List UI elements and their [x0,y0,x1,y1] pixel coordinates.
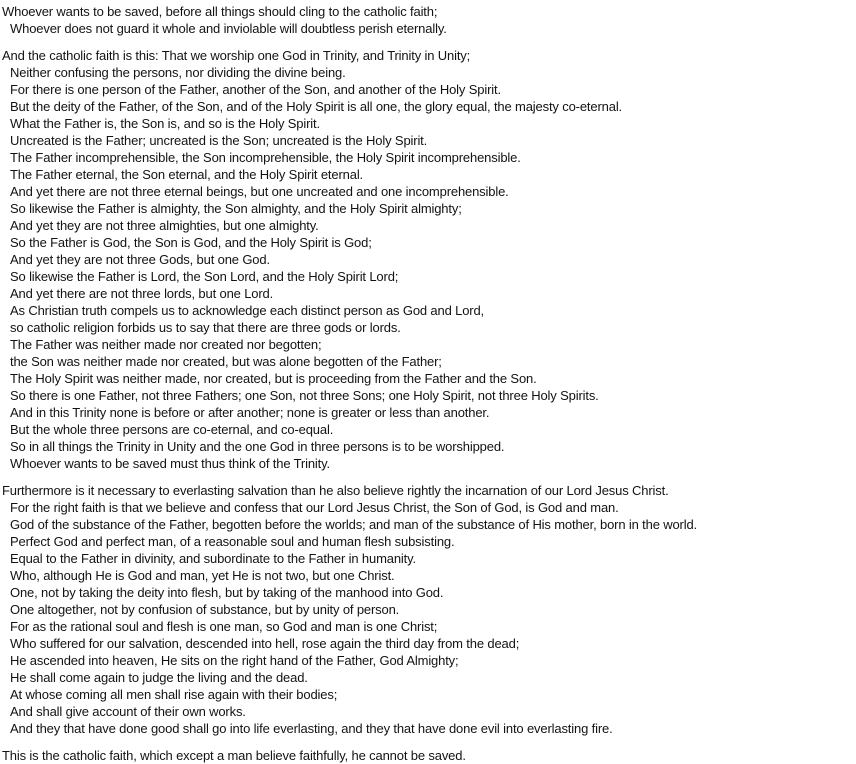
text-line: so catholic religion forbids us to say that there are three gods or lords. [10,320,401,335]
text-line: For the right faith is that we believe and confess that our Lord Jesus Christ, the Son of God, is God and man. [10,500,619,515]
text-line: But the deity of the Father, of the Son, and of the Holy Spirit is all one, the glory equal, the majesty co-eternal. [10,99,623,114]
text-line: Who, although He is God and man, yet He is not two, but one Christ. [10,568,395,583]
text-line: Whoever wants to be saved, before all things should cling to the catholic faith; [2,4,438,19]
text-line: the Son was neither made nor created, but was alone begotten of the Father; [10,354,442,369]
text-line: He ascended into heaven, He sits on the right hand of the Father, God Almighty; [10,653,459,668]
paragraph [2,47,856,472]
text-line: At whose coming all men shall rise again with their bodies; [10,687,338,702]
text-line: And yet they are not three Gods, but one God. [10,252,270,267]
text-line: For as the rational soul and flesh is one man, so God and man is one Christ; [10,619,438,634]
text-line: So likewise the Father is Lord, the Son Lord, and the Holy Spirit Lord; [10,269,399,284]
text-line: But the whole three persons are co-eternal, and co-equal. [10,422,334,437]
text-line: This is the catholic faith, which except a man believe faithfully, he cannot be saved. [2,748,466,763]
text-line: Neither confusing the persons, nor dividing the divine being. [10,65,346,80]
text-line: And the catholic faith is this: That we worship one God in Trinity, and Trinity in Unity; [2,48,471,63]
text-line: The Father incomprehensible, the Son incomprehensible, the Holy Spirit incomprehensible. [10,150,521,165]
paragraph [2,747,856,764]
text-line: Uncreated is the Father; uncreated is the Son; uncreated is the Holy Spirit. [10,133,428,148]
text-line: The Holy Spirit was neither made, nor created, but is proceeding from the Father and the Son. [10,371,537,386]
text-line: One, not by taking the deity into flesh, but by taking of the manhood into God. [10,585,444,600]
text-line: And in this Trinity none is before or after another; none is greater or less than another. [10,405,490,420]
text-line: Whoever wants to be saved must thus think of the Trinity. [10,456,330,471]
text-line: God of the substance of the Father, begotten before the worlds; and man of the substance of His mother, born in the world. [10,517,698,532]
text-line: One altogether, not by confusion of substance, but by unity of person. [10,602,400,617]
text-line: For there is one person of the Father, another of the Son, and another of the Holy Spirit. [10,82,501,97]
text-line: Furthermore is it necessary to everlasting salvation than he also believe rightly the incarnation of our Lord Jesus Christ. [2,483,669,498]
text-line: And yet they are not three almighties, but one almighty. [10,218,319,233]
text-line: Whoever does not guard it whole and inviolable will doubtless perish eternally. [10,21,447,36]
text-line: So likewise the Father is almighty, the Son almighty, and the Holy Spirit almighty; [10,201,462,216]
text-line: So there is one Father, not three Fathers; one Son, not three Sons; one Holy Spirit, not three Holy Spirits. [10,388,599,403]
text-line: And yet there are not three lords, but one Lord. [10,286,274,301]
text-line: He shall come again to judge the living and the dead. [10,670,308,685]
paragraph [2,482,856,737]
text-line: Perfect God and perfect man, of a reasonable soul and human flesh subsisting. [10,534,455,549]
text-line: So in all things the Trinity in Unity and the one God in three persons is to be worshipped. [10,439,505,454]
paragraph [2,3,856,37]
text-line: And they that have done good shall go into life everlasting, and they that have done evil into everlasting fire. [10,721,613,736]
text-line: And yet there are not three eternal beings, but one uncreated and one incomprehensible. [10,184,509,199]
text-line: So the Father is God, the Son is God, and the Holy Spirit is God; [10,235,372,250]
text-line: The Father eternal, the Son eternal, and the Holy Spirit eternal. [10,167,364,182]
text-line: Who suffered for our salvation, descended into hell, rose again the third day from the dead; [10,636,520,651]
text-line: What the Father is, the Son is, and so is the Holy Spirit. [10,116,320,131]
text-line: As Christian truth compels us to acknowledge each distinct person as God and Lord, [10,303,485,318]
text-line: The Father was neither made nor created nor begotten; [10,337,322,352]
text-line: And shall give account of their own works. [10,704,246,719]
text-line: Equal to the Father in divinity, and subordinate to the Father in humanity. [10,551,416,566]
